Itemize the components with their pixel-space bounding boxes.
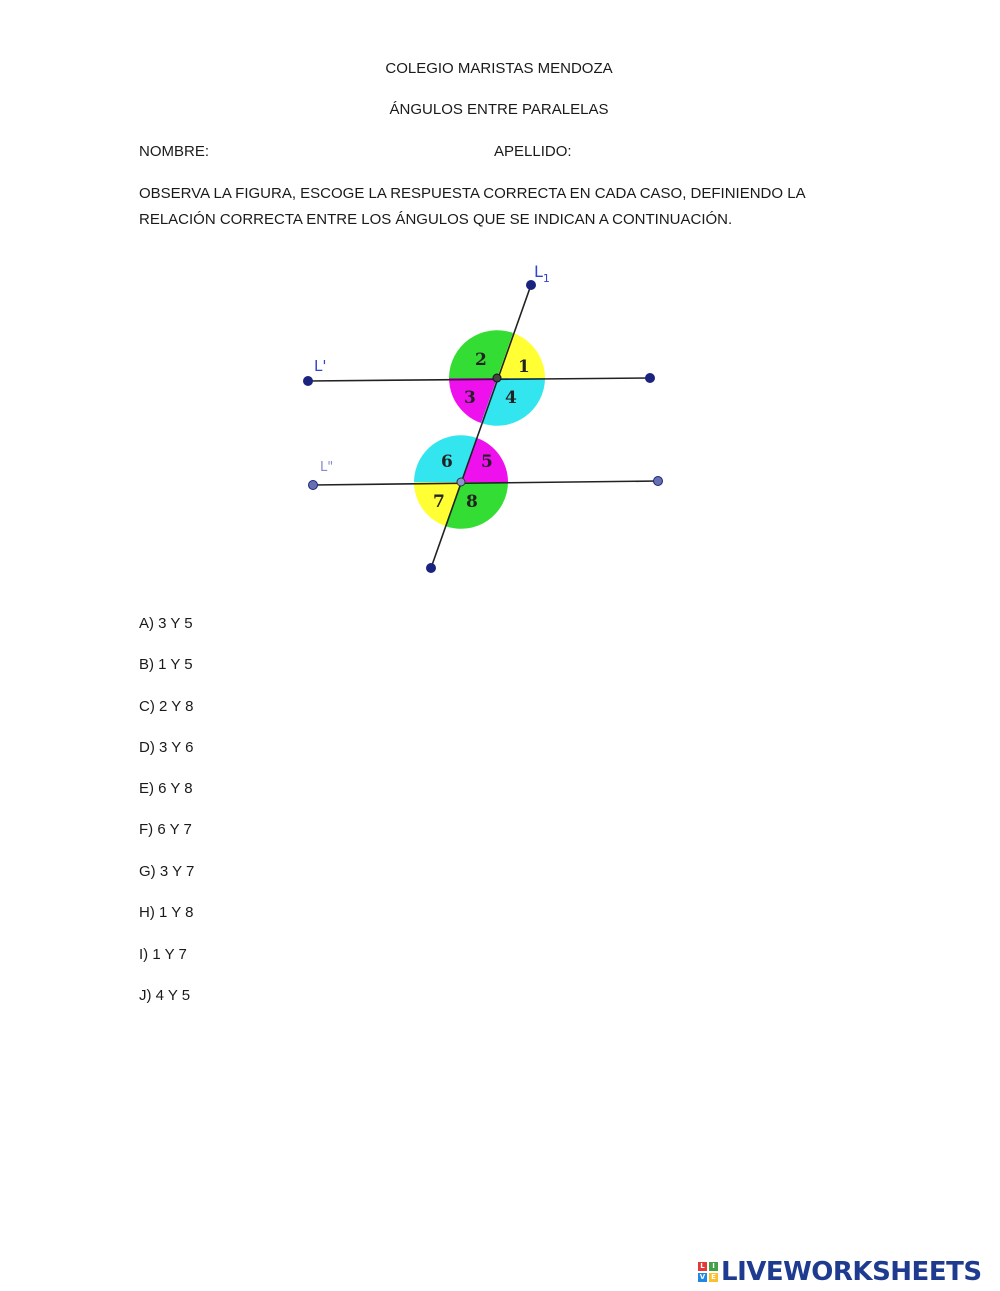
option-j: J) 4 Y 5	[139, 987, 191, 1004]
logo-squares-icon	[698, 1262, 718, 1282]
angle-label-4: 4	[505, 388, 517, 408]
transversal-top-point	[526, 280, 536, 290]
angle-label-2: 2	[475, 350, 487, 370]
angle-label-7: 7	[433, 492, 445, 512]
instructions-text: OBSERVA LA FIGURA, ESCOGE LA RESPUESTA CORRECTA EN CADA CASO, DEFINIENDO LA RELACIÓN CORRECTA ENTRE LOS ÁNGULOS QUE SE INDICAN A CONTINUACIÓN.	[139, 185, 805, 228]
angle-label-8: 8	[466, 492, 478, 512]
logo-letter-e: E	[709, 1273, 718, 1282]
transversal-line	[431, 285, 531, 568]
parallel-lines-figure	[290, 255, 710, 585]
line2-left-point	[309, 481, 318, 490]
angle-label-1: 1	[518, 357, 530, 377]
option-h: H) 1 Y 8	[139, 904, 194, 921]
angle-label-5: 5	[481, 452, 493, 472]
name-label: NOMBRE:	[139, 143, 210, 160]
line1-label: L'	[314, 357, 327, 375]
line1-right-point	[645, 373, 655, 383]
logo-letter-l: L	[698, 1262, 707, 1271]
surname-label: APELLIDO:	[494, 143, 572, 160]
line1-left-point	[303, 376, 313, 386]
option-d: D) 3 Y 6	[139, 739, 194, 756]
option-c: C) 2 Y 8	[139, 698, 194, 715]
option-f: F) 6 Y 7	[139, 821, 192, 838]
angle-label-6: 6	[441, 452, 453, 472]
logo-letter-v: V	[699, 1273, 706, 1281]
option-g: G) 3 Y 7	[139, 863, 195, 880]
transversal-label: $L_1$	[534, 262, 550, 285]
school-name: COLEGIO MARISTAS MENDOZA	[385, 60, 613, 77]
liveworksheets-logo	[698, 1255, 982, 1289]
worksheet-title: ÁNGULOS ENTRE PARALELAS	[389, 101, 609, 118]
intersection-point-2	[457, 478, 465, 486]
line2-right-point	[654, 477, 663, 486]
option-e: E) 6 Y 8	[139, 780, 193, 797]
line2-label: L"	[320, 460, 334, 475]
option-a: A) 3 Y 5	[139, 615, 193, 632]
transversal-bottom-point	[426, 563, 436, 573]
angle-label-3: 3	[464, 388, 476, 408]
brand-name: LIVEWORKSHEETS	[721, 1257, 982, 1287]
option-i: I) 1 Y 7	[139, 946, 187, 963]
option-b: B) 1 Y 5	[139, 656, 193, 673]
intersection-point-1	[493, 374, 501, 382]
logo-letter-i: I	[709, 1262, 718, 1271]
